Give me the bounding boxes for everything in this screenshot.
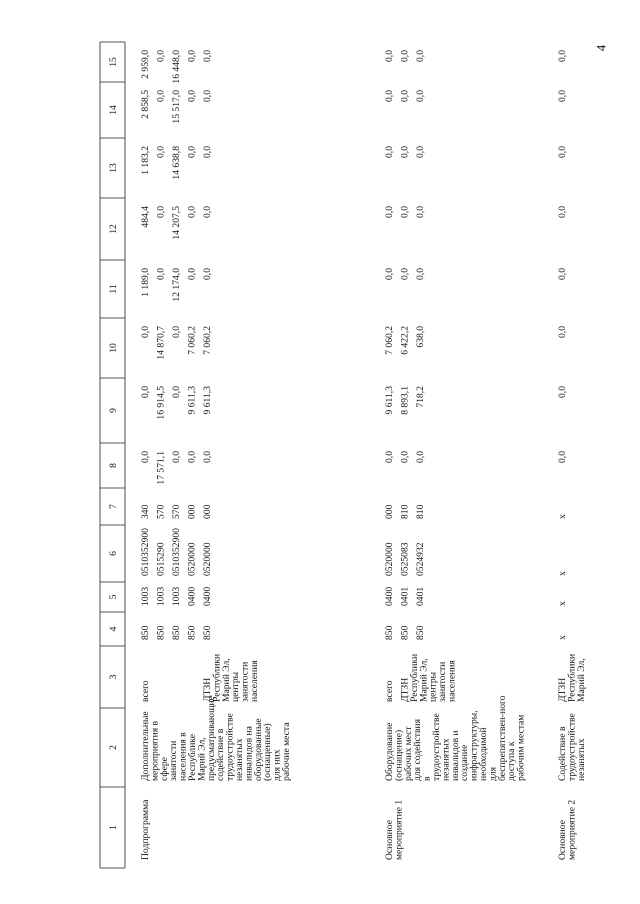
- row-measure1-value-col13: 0,0: [399, 146, 411, 158]
- row-subprogram-col2: для них: [271, 749, 283, 781]
- row-measure2-col1: Основное: [557, 820, 568, 860]
- row-subprogram-col2: содействие в: [215, 728, 227, 781]
- row-subprogram-col6: 0520000: [186, 542, 198, 576]
- row-measure1-col1: мероприятие 1: [393, 799, 405, 860]
- row-subprogram-value-col8: 17 571,1: [155, 451, 167, 485]
- row-subprogram-value-col9: 16 914,5: [155, 386, 167, 420]
- row-measure2-value-col9: 0,0: [557, 386, 568, 398]
- row-measure1-col4: 850: [384, 625, 395, 640]
- row-subprogram-col3: Марий Эл,: [220, 658, 232, 702]
- row-subprogram-value-col15: 0,0: [186, 50, 198, 62]
- row-measure1-value-col13: 0,0: [415, 146, 426, 158]
- column-header-11: 11: [108, 284, 119, 294]
- row-subprogram-col2: предусматривающие: [205, 696, 217, 781]
- row-measure1-col7: 810: [415, 504, 426, 519]
- row-measure1-value-col14: 0,0: [399, 90, 411, 102]
- row-measure1-value-col15: 0,0: [415, 50, 426, 62]
- row-measure1-value-col14: 0,0: [384, 90, 395, 102]
- row-measure1-col1: Основное: [384, 820, 395, 860]
- row-subprogram-col6: 0510352900: [171, 528, 182, 576]
- row-measure2-value-col8: 0,0: [557, 451, 568, 463]
- row-subprogram-col2: незанятых: [234, 738, 245, 781]
- row-measure2-value-col13: 0,0: [557, 146, 568, 158]
- row-measure1-col2: инфраструктуры,: [468, 710, 480, 781]
- row-subprogram-value-col15: 0,0: [202, 50, 213, 62]
- row-measure2-col1: мероприятие 2: [566, 799, 578, 860]
- row-measure1-col3: населения: [446, 660, 458, 702]
- row-measure1-value-col12: 0,0: [399, 206, 411, 218]
- row-subprogram-value-col15: 2 959,0: [140, 50, 151, 79]
- row-subprogram-col2: (оснащенные): [262, 723, 274, 781]
- row-measure2-col3: Марий Эл,: [575, 658, 587, 702]
- row-measure1-value-col8: 0,0: [384, 451, 395, 463]
- row-measure1-value-col10: 638,0: [415, 326, 426, 348]
- row-measure1-col7: 810: [399, 504, 411, 519]
- row-subprogram-value-col9: 9 611,3: [202, 386, 213, 415]
- row-measure1-value-col11: 0,0: [399, 268, 411, 280]
- row-measure1-col5: 0400: [384, 586, 395, 606]
- row-subprogram-col5: 1003: [155, 586, 167, 606]
- row-subprogram-value-col13: 0,0: [202, 146, 213, 158]
- row-subprogram-col7: 570: [171, 504, 182, 519]
- row-measure1-col4: 850: [399, 625, 411, 640]
- column-header-3: 3: [108, 674, 119, 680]
- row-subprogram-col6: 0510352900: [140, 528, 151, 576]
- column-header-15: 15: [108, 57, 119, 67]
- row-subprogram-col5: 1003: [140, 586, 151, 606]
- row-subprogram-col2: населения в: [177, 732, 189, 781]
- row-subprogram-col2: Республике: [187, 733, 198, 781]
- row-subprogram-value-col12: 0,0: [186, 206, 198, 218]
- row-measure2-col2: незанятых: [575, 738, 587, 781]
- row-subprogram-col7: 340: [140, 504, 151, 519]
- row-subprogram-col3: ДТЗН: [202, 677, 213, 702]
- column-header-8: 8: [108, 463, 119, 468]
- row-measure1-col2: для: [487, 766, 499, 781]
- row-subprogram-value-col10: 7 060,2: [202, 326, 213, 355]
- column-header-2: 2: [108, 745, 119, 750]
- column-header-13: 13: [108, 163, 119, 173]
- row-subprogram-col2: Марий Эл,: [196, 737, 208, 781]
- row-subprogram-value-col13: 0,0: [155, 146, 167, 158]
- row-measure1-value-col15: 0,0: [384, 50, 395, 62]
- row-measure2-value-col12: 0,0: [557, 206, 568, 218]
- row-measure1-col3: Республики: [408, 653, 420, 702]
- row-measure1-col2: доступа к: [506, 741, 518, 781]
- row-subprogram-value-col15: 0,0: [155, 50, 167, 62]
- row-measure2-value-col14: 0,0: [557, 90, 568, 102]
- row-measure1-value-col9: 9 611,3: [384, 386, 395, 415]
- row-measure1-value-col14: 0,0: [415, 90, 426, 102]
- row-measure1-col5: 0401: [399, 586, 411, 606]
- row-subprogram-value-col11: 12 174,0: [171, 268, 182, 302]
- row-measure2-col4: x: [557, 635, 568, 640]
- row-measure1-value-col12: 0,0: [384, 206, 395, 218]
- row-subprogram-col2: мероприятия в: [149, 720, 161, 781]
- column-header-7: 7: [108, 504, 119, 509]
- row-subprogram-col5: 1003: [171, 586, 182, 606]
- row-measure2-col7: x: [557, 514, 568, 519]
- row-subprogram-value-col8: 0,0: [202, 451, 213, 463]
- column-header-9: 9: [108, 408, 119, 413]
- row-subprogram-col2: рабочие места: [281, 722, 292, 781]
- row-subprogram-col5: 0400: [202, 586, 213, 606]
- row-subprogram-col4: 850: [155, 625, 167, 640]
- row-measure1-col2: Оборудование: [384, 722, 395, 781]
- row-measure1-value-col10: 6 422,2: [399, 326, 411, 355]
- row-subprogram-value-col12: 14 207,5: [171, 206, 182, 240]
- row-subprogram-col1: Подпрограмма: [140, 799, 151, 860]
- row-measure1-col6: 0525083: [399, 542, 411, 576]
- row-subprogram-value-col13: 1 183,2: [140, 146, 151, 175]
- row-measure1-col3: центры: [427, 671, 439, 702]
- row-subprogram-value-col11: 1 189,0: [140, 268, 151, 297]
- row-measure2-col3: ДТЗН: [557, 677, 568, 702]
- row-measure1-col2: необходимой: [478, 727, 489, 781]
- row-measure1-col7: 000: [384, 504, 395, 519]
- row-measure1-col2: беспрепятствен-ного: [496, 695, 508, 781]
- column-header-12: 12: [108, 224, 119, 234]
- table-row-subprogram: [140, 50, 292, 860]
- row-measure2-value-col10: 0,0: [557, 326, 568, 338]
- row-subprogram-col2: занятости: [168, 740, 180, 781]
- column-header-5: 5: [108, 594, 119, 600]
- row-measure1-value-col9: 8 893,1: [399, 386, 411, 415]
- row-subprogram-value-col11: 0,0: [202, 268, 213, 280]
- row-measure1-col4: 850: [415, 625, 426, 640]
- table-row-measure2: [557, 50, 587, 860]
- row-subprogram-col7: 000: [186, 504, 198, 519]
- row-measure1-value-col8: 0,0: [399, 451, 411, 463]
- row-measure1-value-col11: 0,0: [415, 268, 426, 280]
- column-header-1: 1: [108, 825, 119, 830]
- row-measure2-value-col11: 0,0: [557, 268, 568, 280]
- page-number: 4: [593, 44, 609, 52]
- row-subprogram-col3: населения: [249, 660, 260, 702]
- row-subprogram-col2: Дополнительные: [140, 711, 151, 781]
- row-subprogram-value-col10: 0,0: [171, 326, 182, 338]
- row-subprogram-value-col8: 0,0: [140, 451, 151, 463]
- row-measure2-col6: x: [557, 571, 568, 576]
- row-subprogram-col6: 0520000: [202, 542, 213, 576]
- row-measure1-value-col8: 0,0: [415, 451, 426, 463]
- row-measure1-value-col15: 0,0: [399, 50, 411, 62]
- row-measure1-col2: для содействия: [412, 718, 424, 781]
- row-subprogram-value-col8: 0,0: [186, 451, 198, 463]
- row-measure2-col2: Содействие в: [557, 726, 568, 781]
- row-subprogram-value-col12: 484,4: [140, 206, 151, 228]
- row-measure2-col5: x: [557, 601, 568, 606]
- row-subprogram-col7: 570: [155, 504, 167, 519]
- row-subprogram-value-col9: 9 611,3: [186, 386, 198, 415]
- row-measure1-value-col13: 0,0: [384, 146, 395, 158]
- row-subprogram-value-col15: 16 448,0: [171, 50, 182, 84]
- row-subprogram-value-col14: 0,0: [155, 90, 167, 102]
- column-header-4: 4: [108, 626, 119, 632]
- row-subprogram-col4: 850: [171, 625, 182, 640]
- row-subprogram-col5: 0400: [186, 586, 198, 606]
- row-measure1-col2: рабочим местам: [515, 714, 527, 781]
- row-measure1-col3: Марий Эл,: [418, 658, 430, 702]
- row-measure1-value-col11: 0,0: [384, 268, 395, 280]
- row-measure1-col2: в: [421, 776, 433, 781]
- row-subprogram-col4: 850: [186, 625, 198, 640]
- row-measure1-value-col9: 718,2: [415, 386, 426, 408]
- row-subprogram-value-col14: 0,0: [202, 90, 213, 102]
- row-subprogram-value-col8: 0,0: [171, 451, 182, 463]
- row-subprogram-value-col14: 0,0: [186, 90, 198, 102]
- column-header-6: 6: [108, 551, 119, 556]
- row-subprogram-col2: оборудованные: [252, 718, 264, 781]
- row-subprogram-col4: 850: [140, 625, 151, 640]
- row-subprogram-value-col13: 14 638,8: [171, 146, 182, 180]
- row-subprogram-value-col14: 15 517,0: [171, 90, 182, 124]
- row-measure1-col3: ДТЗН: [399, 677, 411, 702]
- row-subprogram-value-col10: 14 870,7: [155, 326, 167, 360]
- row-measure2-col2: трудоустройстве: [566, 713, 578, 781]
- row-subprogram-value-col10: 7 060,2: [186, 326, 198, 355]
- row-subprogram-value-col14: 2 858,5: [140, 90, 151, 119]
- row-measure1-col3: занятости: [437, 661, 449, 702]
- row-subprogram-col3: Республики: [211, 653, 223, 702]
- row-subprogram-value-col11: 0,0: [155, 268, 167, 280]
- row-subprogram-col2: инвалидов на: [243, 726, 255, 781]
- row-measure1-col2: рабочих мест: [402, 726, 414, 781]
- row-subprogram-value-col13: 0,0: [186, 146, 198, 158]
- row-subprogram-col7: 000: [202, 504, 213, 519]
- row-subprogram-value-col10: 0,0: [140, 326, 151, 338]
- row-measure1-col2: незанятых: [440, 738, 452, 781]
- row-measure1-value-col12: 0,0: [415, 206, 426, 218]
- column-header-14: 14: [108, 105, 119, 115]
- row-subprogram-col3: центры: [230, 671, 242, 702]
- row-measure1-col2: трудоустройстве: [431, 713, 442, 781]
- row-subprogram-value-col12: 0,0: [202, 206, 213, 218]
- row-subprogram-col6: 0515290: [155, 542, 167, 576]
- row-measure1-col5: 0401: [415, 586, 426, 606]
- column-header-10: 10: [108, 343, 119, 353]
- row-subprogram-col3: занятости: [239, 661, 251, 702]
- row-subprogram-value-col11: 0,0: [186, 268, 198, 280]
- row-subprogram-col3: всего: [140, 680, 151, 702]
- row-subprogram-value-col12: 0,0: [155, 206, 167, 218]
- row-subprogram-value-col9: 0,0: [140, 386, 151, 398]
- row-measure1-col3: всего: [384, 680, 395, 702]
- row-measure1-col6: 0520000: [384, 542, 395, 576]
- row-measure1-value-col10: 7 060,2: [384, 326, 395, 355]
- row-measure2-col3: Республики: [566, 653, 578, 702]
- table-row-measure1: [384, 50, 527, 860]
- row-measure1-col2: создание: [459, 744, 471, 781]
- row-measure1-col2: (оснащение): [393, 729, 405, 781]
- row-subprogram-col4: 850: [202, 625, 213, 640]
- row-measure2-value-col15: 0,0: [557, 50, 568, 62]
- row-measure1-col6: 0524932: [415, 542, 426, 576]
- row-measure1-col2: инвалидов и: [449, 730, 461, 781]
- row-subprogram-col2: трудоустройстве: [224, 713, 236, 781]
- row-subprogram-col2: сфере: [158, 757, 170, 781]
- row-subprogram-value-col9: 0,0: [171, 386, 182, 398]
